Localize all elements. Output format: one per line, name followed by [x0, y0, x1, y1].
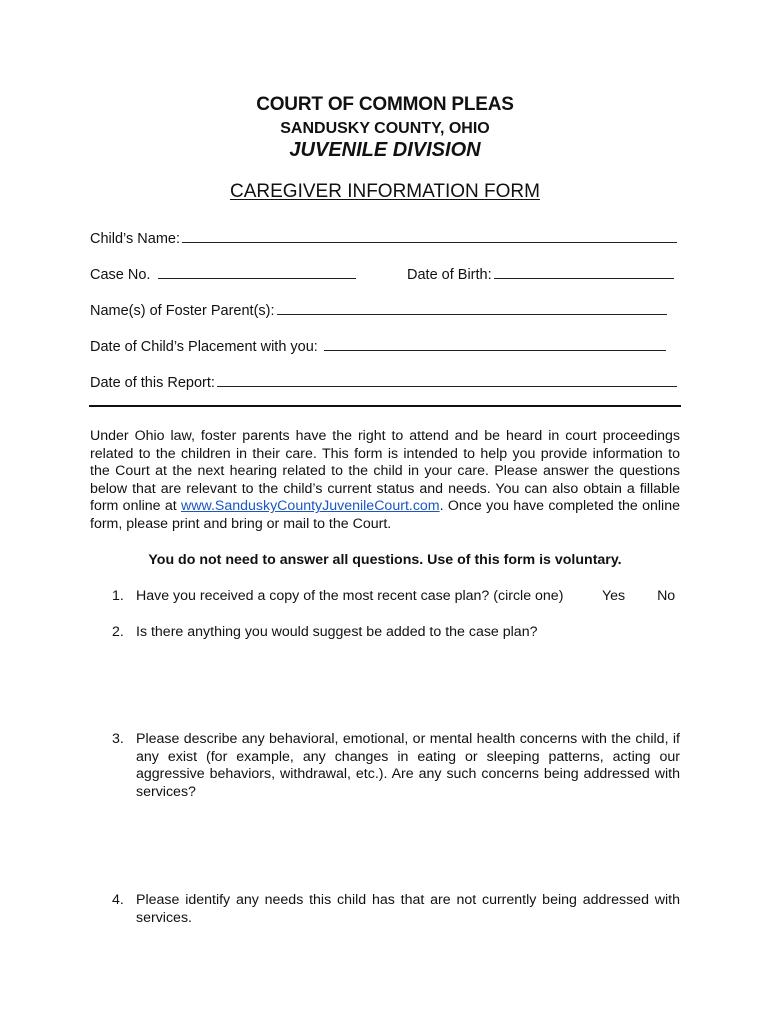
question-3-text: Please describe any behavioral, emotional, or mental health concerns with the child, if any exist (for example, any changes in eating or sleeping patterns, acting our aggressive behaviors, withdrawal, etc.). Are any such concerns being addressed with services? — [136, 731, 680, 800]
foster-parents-label: Name(s) of Foster Parent(s): — [90, 303, 275, 319]
foster-parents-input-line[interactable] — [277, 300, 667, 315]
question-2 — [112, 624, 680, 642]
court-name: COURT OF COMMON PLEAS — [256, 94, 514, 115]
intro-text-before-link: Under Ohio law, foster parents have the right to attend and be heard in court proceedings related to the children in their care. This form is intended to help you provide information to the Court at the next hearing related to the child in your care. Please answer the questions below that are relevant to the child’s current status and needs. You can also obtain a fillable form online at — [90, 428, 680, 515]
question-1-number: 1. — [112, 588, 124, 604]
question-4-number: 4. — [112, 892, 124, 908]
date-of-birth-input-line[interactable] — [494, 264, 674, 279]
case-no-field — [90, 264, 356, 283]
question-1-options — [602, 588, 675, 606]
childs-name-field — [90, 228, 677, 247]
question-1-text: Have you received a copy of the most recent case plan? (circle one) — [136, 588, 564, 604]
intro-paragraph — [90, 428, 680, 534]
report-date-field — [90, 372, 677, 391]
voluntary-notice: You do not need to answer all questions. Use of this form is voluntary. — [148, 552, 622, 568]
question-1 — [112, 588, 680, 606]
report-date-label: Date of this Report: — [90, 375, 215, 391]
section-divider — [89, 405, 681, 407]
childs-name-label: Child’s Name: — [90, 231, 180, 247]
option-yes[interactable]: Yes — [602, 588, 626, 604]
date-of-birth-field — [407, 264, 674, 283]
county-name: SANDUSKY COUNTY, OHIO — [280, 120, 490, 137]
placement-date-label: Date of Child’s Placement with you: — [90, 339, 318, 355]
court-website-link[interactable]: www.SanduskyCountyJuvenileCourt.com — [180, 498, 440, 515]
childs-name-input-line[interactable] — [182, 228, 677, 243]
question-3 — [112, 731, 680, 801]
question-4-text: Please identify any needs this child has that are not currently being addressed with services. — [136, 892, 680, 926]
placement-date-input-line[interactable] — [324, 336, 666, 351]
intro-text-after-link: . Once you have completed the online form, please print and bring or mail to the Court. — [90, 498, 680, 532]
case-no-input-line[interactable] — [158, 264, 356, 279]
foster-parents-field — [90, 300, 667, 319]
question-2-text: Is there anything you would suggest be added to the case plan? — [136, 624, 538, 640]
question-4 — [112, 892, 680, 927]
question-2-number: 2. — [112, 624, 124, 640]
division-name: JUVENILE DIVISION — [289, 139, 481, 161]
form-title: CAREGIVER INFORMATION FORM — [230, 181, 540, 202]
date-of-birth-label: Date of Birth: — [407, 267, 492, 283]
option-no[interactable]: No — [657, 588, 676, 604]
placement-date-field — [90, 336, 666, 355]
case-no-label: Case No. — [90, 267, 151, 283]
report-date-input-line[interactable] — [217, 372, 677, 387]
question-3-number: 3. — [112, 731, 124, 747]
